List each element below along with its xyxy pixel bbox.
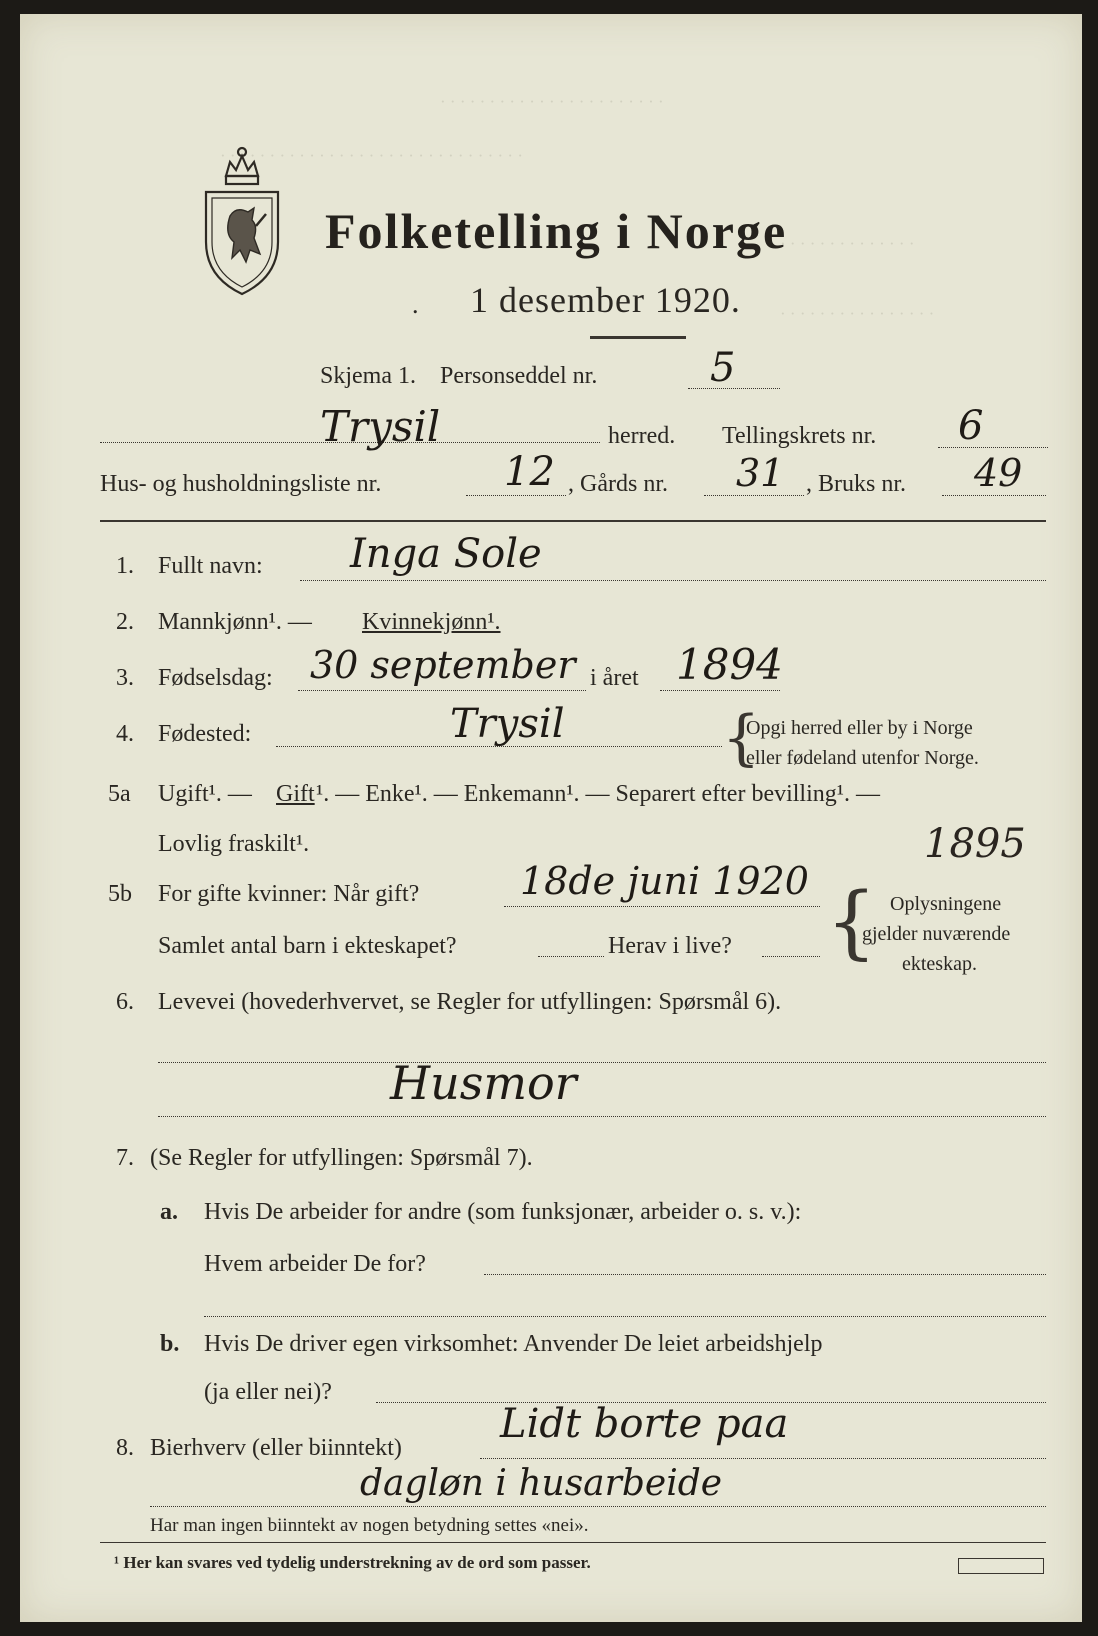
gards-label: , Gårds nr. bbox=[568, 471, 668, 497]
q5b-line bbox=[504, 906, 820, 907]
q3-year-line bbox=[660, 690, 780, 691]
q1-value: Inga Sole bbox=[350, 531, 542, 577]
q5b-note-1: Oplysningene bbox=[890, 893, 1002, 915]
q3-line bbox=[298, 690, 586, 691]
personseddel-label: Personseddel nr. bbox=[440, 363, 598, 389]
q7b-number: b. bbox=[160, 1331, 180, 1357]
q5b-children-line bbox=[538, 956, 604, 957]
q1-number: 1. bbox=[116, 553, 134, 579]
q8-value-1: Lidt borte paa bbox=[500, 1401, 789, 1447]
q7a-line-1: Hvis De arbeider for andre (som funksjonær, arbeider o. s. v.): bbox=[204, 1199, 802, 1225]
schema-label: Skjema 1. bbox=[320, 363, 416, 389]
q6-label: Levevei (hovederhvervet, se Regler for utfyllingen: Spørsmål 6). bbox=[158, 989, 782, 1015]
tellingskrets-label: Tellingskrets nr. bbox=[722, 423, 877, 449]
q5b-label: For gifte kvinner: Når gift? bbox=[158, 881, 420, 907]
q5a-other-options: ¹. — Enke¹. — Enkemann¹. — Separert efter bevilling¹. — bbox=[316, 781, 880, 807]
husliste-label: Hus- og husholdningsliste nr. bbox=[100, 471, 382, 497]
herred-value: Trysil bbox=[320, 402, 441, 451]
q5b-note-2: gjelder nuværende bbox=[862, 923, 1011, 945]
q6-line-2 bbox=[158, 1116, 1046, 1117]
q5b-alive-line bbox=[762, 956, 820, 957]
q5b-children-label: Samlet antal barn i ekteskapet? bbox=[158, 933, 457, 959]
gards-value: 31 bbox=[736, 451, 785, 495]
q6-number: 6. bbox=[116, 989, 134, 1015]
q3-label: Fødselsdag: bbox=[158, 665, 273, 691]
q5b-number: 5b bbox=[108, 881, 132, 907]
page-title: Folketelling i Norge bbox=[325, 203, 788, 259]
title-divider bbox=[590, 336, 686, 339]
q8-label: Bierhverv (eller biinntekt) bbox=[150, 1435, 402, 1461]
q7a-line-2: Hvem arbeider De for? bbox=[204, 1251, 426, 1277]
printer-stamp bbox=[958, 1558, 1044, 1574]
q4-note-2: eller fødeland utenfor Norge. bbox=[746, 747, 979, 769]
q3-number: 3. bbox=[116, 665, 134, 691]
q6-value: Husmor bbox=[390, 1056, 577, 1110]
norwegian-coat-of-arms-icon bbox=[196, 142, 288, 300]
q4-line bbox=[276, 746, 722, 747]
q4-number: 4. bbox=[116, 721, 134, 747]
footer-divider bbox=[100, 1542, 1046, 1543]
husliste-value: 12 bbox=[504, 449, 555, 495]
q7a-answer-line-2 bbox=[204, 1316, 1046, 1317]
q7b-line-2: (ja eller nei)? bbox=[204, 1379, 332, 1405]
q7-number: 7. bbox=[116, 1145, 134, 1171]
q5b-margin-note: 1895 bbox=[924, 821, 1026, 867]
q5a-unmarried: Ugift¹. — bbox=[158, 781, 252, 807]
q7a-number: a. bbox=[160, 1199, 178, 1225]
q2-number: 2. bbox=[116, 609, 134, 635]
q5b-alive-label: Herav i live? bbox=[608, 933, 732, 959]
q2-male: Mannkjønn¹. — bbox=[158, 609, 312, 635]
bruks-label: , Bruks nr. bbox=[806, 471, 907, 497]
q4-value: Trysil bbox=[450, 701, 565, 747]
husliste-line bbox=[466, 495, 566, 496]
personseddel-line bbox=[688, 388, 780, 389]
header-divider bbox=[100, 520, 1046, 522]
herred-label: herred. bbox=[608, 423, 676, 449]
census-form-sheet: · · · · · · · · · · · · · · · · · · · · · · · · · · · · · · · · · · · · · · · · · · · · · · · · · · · · · · · · · · · · · · · · · · · · · · · · · · · · · · · · · · · · Folketelling i Norge 1 desember 1920. . Skjema 1. Personseddel nr. 5 Trysil herred. Tellingskrets nr. 6 Hus- og husholdningsliste nr. 12 , Gårds nr. 31 , Bruks nr. 49 1. Fullt navn: Inga Sole 2. Mannkjønn¹. — Kvinnekjønn¹. 3. Fødselsdag: 30 september i året 1894 4. Fødested: Trysil { Opgi herred eller by i Norge eller fødeland utenfor Norge. 5a Ugift¹. — Gift ¹. — Enke¹. — Enkemann¹. — Separert efter bevilling¹. — Lovlig fraskilt¹. 1895 5b For gifte kvinner: Når gift? 18de juni 1920 Samlet antal barn i ekteskapet? Herav i live? { Oplysningene gjelder nuværende ekteskap. 6. Levevei (hovederhvervet, se Regler for utfyllingen: Spørsmål 6). Husmor 7. (Se Regler for utfyllingen: Spørsmål 7). a. Hvis De arbeider for andre (som funksjonær, arbeider o. s. v.): Hvem arbeider De for? b. Hvis De driver egen virksomhet: Anvender De leiet arbeidshjelp (ja eller nei)? 8. Bierhverv (eller biinntekt) Lidt borte paa dagløn i husarbeide Har man ingen biinntekt av nogen betydning settes «nei». ¹ Her kan svares ved tydelig understrekning av de ord som passer. bbox=[20, 14, 1082, 1622]
q3-value: 30 september bbox=[310, 643, 576, 687]
q8-note: Har man ingen biinntekt av nogen betydning settes «nei». bbox=[150, 1515, 589, 1536]
q8-value-2: dagløn i husarbeide bbox=[360, 1463, 723, 1504]
q4-note-1: Opgi herred eller by i Norge bbox=[746, 717, 973, 739]
q6-line-1 bbox=[158, 1062, 1046, 1063]
q7b-line-1: Hvis De driver egen virksomhet: Anvender De leiet arbeidshjelp bbox=[204, 1331, 823, 1357]
census-date: 1 desember 1920. bbox=[470, 280, 741, 320]
q1-line bbox=[300, 580, 1046, 581]
footnote: ¹ Her kan svares ved tydelig understrekning av de ord som passer. bbox=[114, 1553, 591, 1572]
gards-line bbox=[704, 495, 804, 496]
q8-line-2 bbox=[150, 1506, 1046, 1507]
q5b-note-3: ekteskap. bbox=[902, 953, 977, 975]
q7-label: (Se Regler for utfyllingen: Spørsmål 7). bbox=[150, 1145, 533, 1171]
q3-year-label: i året bbox=[590, 665, 639, 691]
q8-line-1 bbox=[480, 1458, 1046, 1459]
q5b-brace: { bbox=[826, 875, 877, 968]
q4-brace: { bbox=[722, 703, 761, 773]
q5a-number: 5a bbox=[108, 781, 131, 807]
bruks-line bbox=[942, 495, 1046, 496]
tellingskrets-value: 6 bbox=[958, 403, 984, 449]
q8-number: 8. bbox=[116, 1435, 134, 1461]
q5a-married: Gift bbox=[276, 781, 315, 807]
q7a-answer-line-1 bbox=[484, 1274, 1046, 1275]
q5a-divorced: Lovlig fraskilt¹. bbox=[158, 831, 310, 857]
personseddel-value: 5 bbox=[710, 345, 736, 391]
q1-label: Fullt navn: bbox=[158, 553, 263, 579]
q4-label: Fødested: bbox=[158, 721, 252, 747]
q3-year-value: 1894 bbox=[676, 640, 783, 689]
tellingskrets-line bbox=[938, 447, 1048, 448]
title-dot: . bbox=[412, 290, 419, 319]
q5b-value: 18de juni 1920 bbox=[520, 859, 809, 903]
q2-female: Kvinnekjønn¹. bbox=[362, 609, 501, 635]
bruks-value: 49 bbox=[974, 451, 1023, 495]
